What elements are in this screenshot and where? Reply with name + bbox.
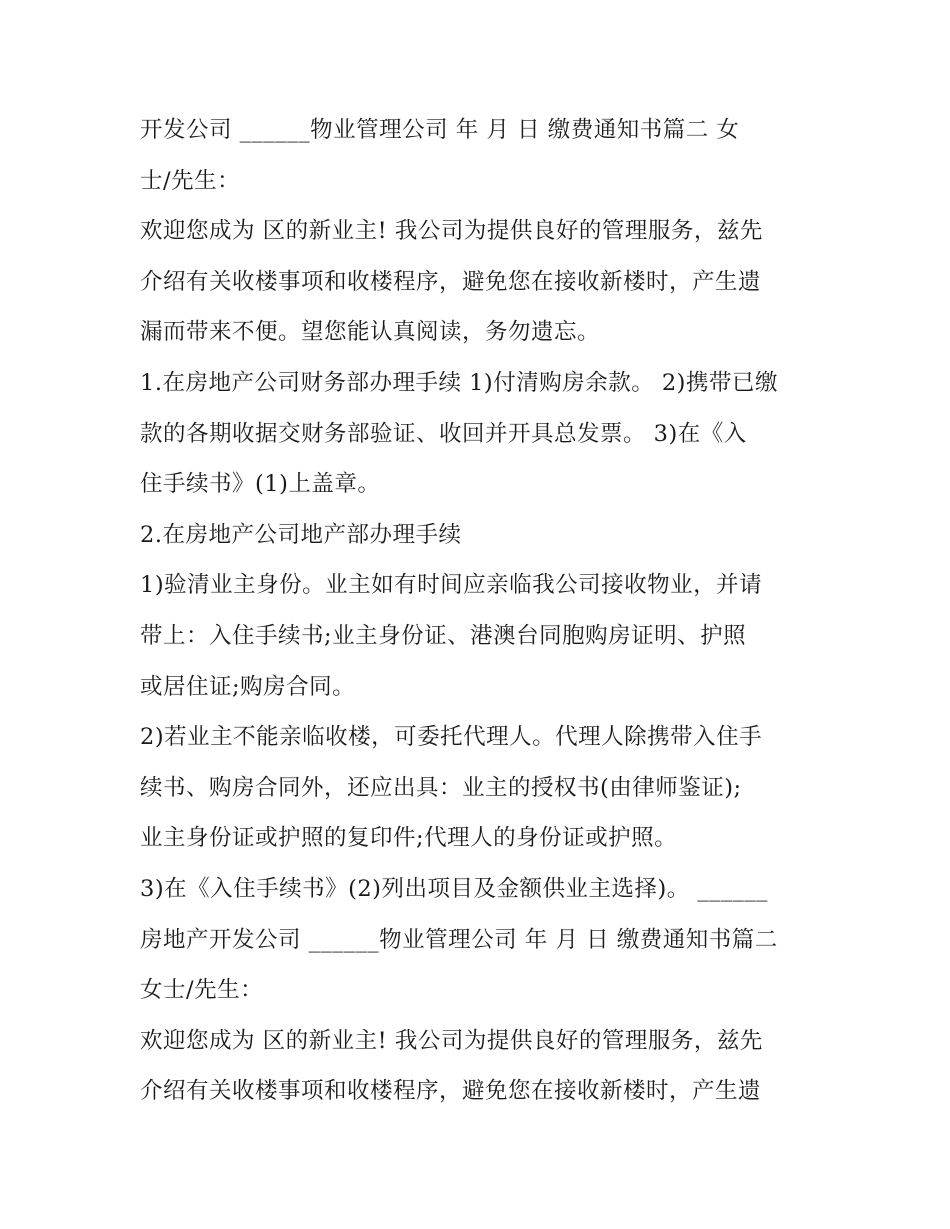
text-line: 业主身份证或护照的复印件;代理人的身份证或护照。	[140, 825, 678, 851]
text-line: 欢迎您成为 区的新业主! 我公司为提供良好的管理服务，兹先	[140, 218, 763, 244]
text-line: 介绍有关收楼事项和收楼程序，避免您在接收新楼时，产生遗	[140, 1078, 762, 1104]
text-line: 欢迎您成为 区的新业主! 我公司为提供良好的管理服务，兹先	[140, 1028, 763, 1054]
text-line: 2)若业主不能亲临收楼，可委托代理人。代理人除携带入住手	[140, 724, 763, 750]
text-line: 1)验清业主身份。业主如有时间应亲临我公司接收物业，并请	[140, 572, 763, 598]
text-line: 女士/先生：	[140, 977, 264, 1003]
text-line: 带上：入住手续书;业主身份证、港澳台同胞购房证明、护照	[140, 623, 747, 649]
text-line: 开发公司 ______物业管理公司 年 月 日 缴费通知书篇二 女	[140, 117, 740, 143]
text-line: 2.在房地产公司地产部办理手续	[140, 522, 462, 548]
text-line: 1.在房地产公司财务部办理手续 1)付清购房余款。 2)携带已缴	[140, 370, 778, 396]
text-line: 款的各期收据交财务部验证、收回并开具总发票。 3)在《入	[140, 421, 747, 447]
text-line: 3)在《入住手续书》(2)列出项目及金额供业主选择)。 ______	[140, 876, 768, 902]
text-line: 房地产开发公司 ______物业管理公司 年 月 日 缴费通知书篇二	[140, 927, 778, 953]
text-line: 或居住证;购房合同。	[140, 674, 356, 700]
text-line: 介绍有关收楼事项和收楼程序，避免您在接收新楼时，产生遗	[140, 269, 762, 295]
text-line: 住手续书》(1)上盖章。	[140, 471, 381, 497]
text-line: 漏而带来不便。望您能认真阅读，务勿遗忘。	[140, 319, 601, 345]
text-line: 士/先生：	[140, 168, 241, 194]
text-line: 续书、购房合同外，还应出具：业主的授权书(由律师鉴证);	[140, 775, 742, 801]
